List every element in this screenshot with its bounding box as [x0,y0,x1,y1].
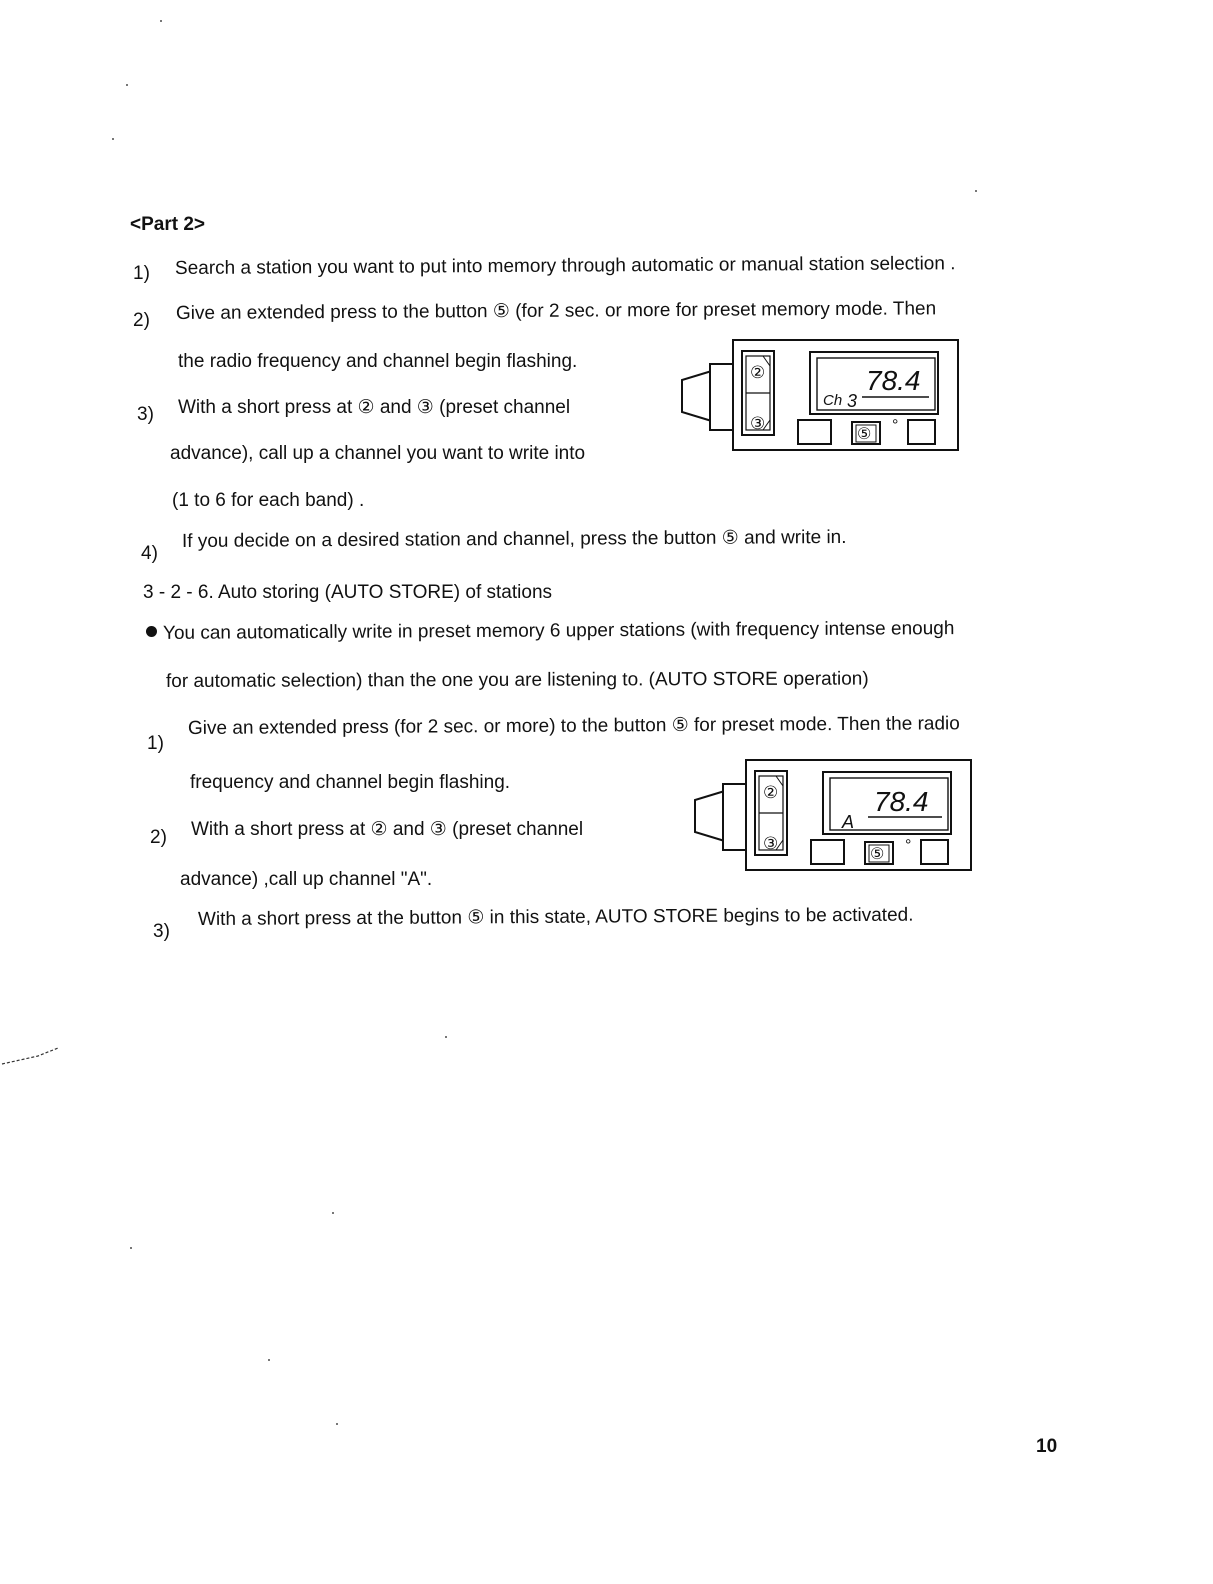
step-number: 3) [153,921,170,942]
scan-speck [130,1247,132,1249]
channel-prefix: Ch [823,392,843,409]
channel-value: 3 [847,391,858,411]
section-title: 3 - 2 - 6. Auto storing (AUTO STORE) of stations [143,582,553,603]
radio-panel-figure [688,754,978,880]
scan-speck [160,20,162,22]
frequency-display: 78.4 [874,786,929,817]
step-text: frequency and channel begin flashing. [190,772,511,793]
bullet-icon [146,626,157,637]
bullet-text: You can automatically write in preset memory 6 upper stations (with frequency intense enough [162,618,955,644]
button-5-label: ⑤ [857,426,872,443]
step-text: Search a station you want to put into memory through automatic or manual station selection . [174,253,956,279]
scan-speck [112,138,114,140]
scan-speck [332,1212,334,1214]
degree-mark: ° [892,417,899,434]
scan-speck [336,1423,338,1425]
scan-speck [975,190,977,192]
bullet-line [146,617,955,646]
step-text: (1 to 6 for each band) . [172,490,365,511]
part-heading: <Part 2> [130,214,205,235]
degree-mark: ° [905,837,912,854]
step-text: With a short press at the button ⑤ in this state, AUTO STORE begins to be activated. [197,904,914,930]
frequency-display: 78.4 [866,365,921,396]
step-number: 1) [147,733,164,754]
scan-speck [445,1036,447,1038]
page-number: 10 [1036,1436,1058,1457]
button-3-label: ③ [750,414,766,433]
scan-mark [0,1040,60,1070]
step-text: With a short press at ② and ③ (preset channel [191,819,584,840]
radio-panel-figure [675,334,965,460]
step-number: 3) [137,404,154,425]
scan-speck [268,1359,270,1361]
step-text: If you decide on a desired station and channel, press the button ⑤ and write in. [181,526,847,552]
step-text: advance) ,call up channel "A". [180,869,433,890]
step-text: Give an extended press to the button ⑤ (for 2 sec. or more for preset memory mode. Then [175,298,937,324]
step-number: 2) [133,310,150,331]
scan-speck [126,84,128,86]
button-3-label: ③ [763,834,779,853]
channel-value: A [842,812,855,832]
bullet-line: for automatic selection) than the one you are listening to. (AUTO STORE operation) [165,668,869,692]
step-text: advance), call up a channel you want to write into [170,443,586,464]
step-text: the radio frequency and channel begin flashing. [178,351,578,372]
button-2-label: ② [750,363,766,382]
step-number: 1) [133,263,150,284]
step-number: 2) [150,827,167,848]
step-text: With a short press at ② and ③ (preset channel [178,397,571,418]
step-number: 4) [141,543,158,564]
button-2-label: ② [763,783,779,802]
button-5-label: ⑤ [870,846,885,863]
step-text: Give an extended press (for 2 sec. or more) to the button ⑤ for preset mode. Then the radio [187,713,960,739]
